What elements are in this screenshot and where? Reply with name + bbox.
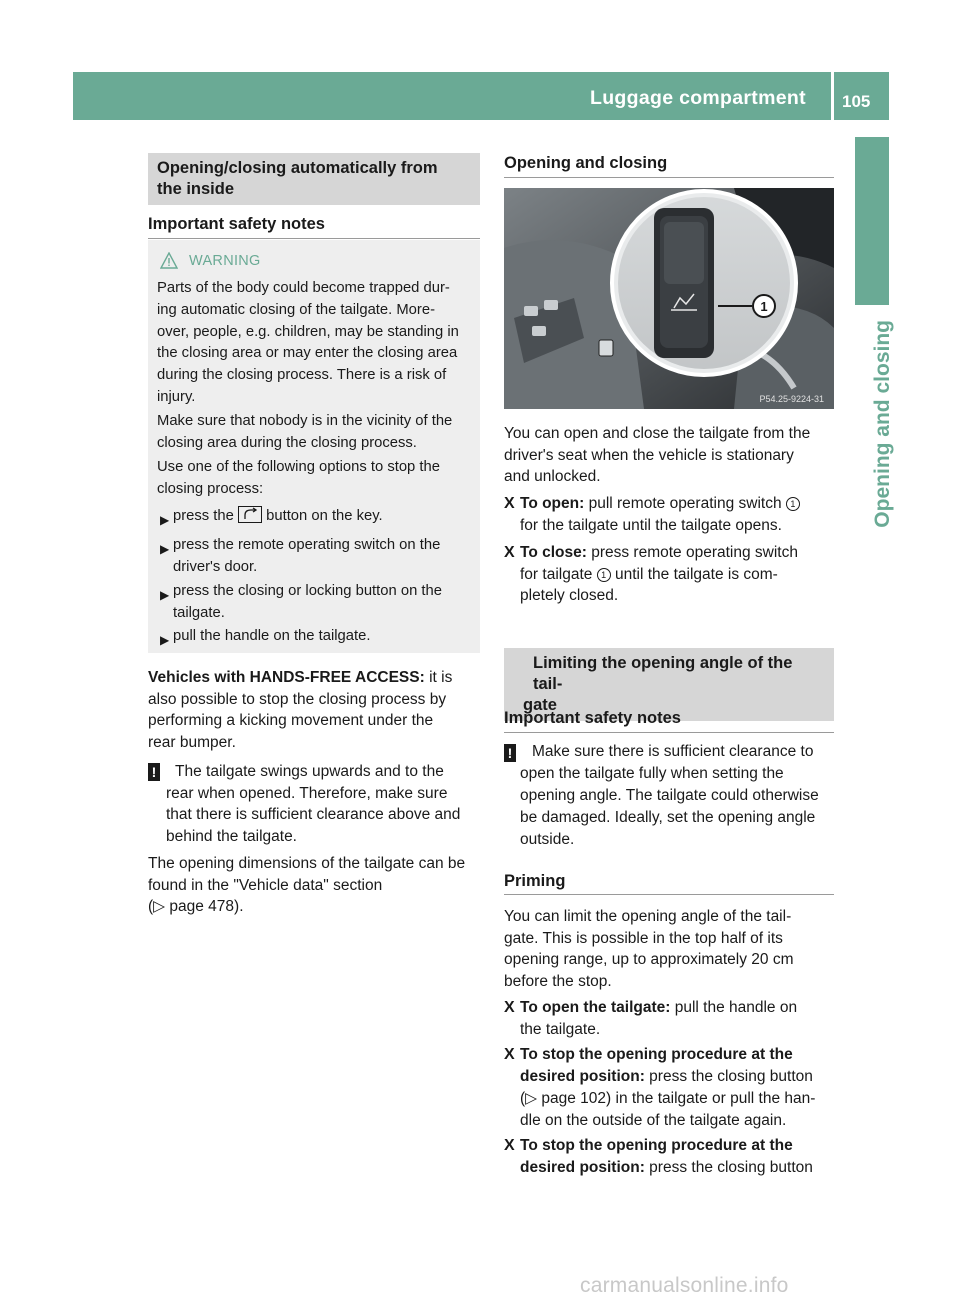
notice-paragraph	[520, 741, 819, 851]
paragraph-line: found in the "Vehicle data" section	[148, 876, 383, 894]
page-reference-link[interactable]: (▷ page 478).	[148, 898, 244, 915]
door-panel-drawing	[504, 188, 834, 409]
warning-line: ing automatic closing of the tailgate. More-	[157, 301, 435, 318]
paragraph-line: driver's seat when the vehicle is stationary	[504, 446, 794, 464]
heading-opening-and-closing: Opening and closing	[504, 154, 668, 172]
section-heading-opening-closing-automatically	[148, 153, 480, 205]
warning-line: Use one of the following options to stop the	[157, 459, 440, 475]
paragraph-line: The tailgate swings upwards and to the	[175, 763, 444, 780]
callout-1-icon: 1	[597, 568, 611, 582]
paragraph-text: it is	[424, 669, 453, 686]
step-open	[520, 493, 800, 536]
bullet-marker: ▶	[160, 633, 170, 647]
step-text: the tailgate.	[520, 1020, 601, 1038]
page-header-title: Luggage compartment	[590, 87, 806, 109]
paragraph-line: also possible to stop the closing process by	[148, 690, 447, 708]
bullet-text: pull the handle on the tailgate.	[173, 628, 371, 644]
bullet-text: tailgate.	[173, 604, 225, 621]
bullet-marker: ▶	[160, 542, 170, 556]
step-stop-opening	[520, 1135, 813, 1179]
paragraph-line: behind the tailgate.	[166, 827, 297, 845]
warning-line: closing process:	[157, 480, 264, 497]
paragraph-line: The opening dimensions of the tailgate can be	[148, 855, 466, 872]
warning-line: Make sure that nobody is in the vicinity of the	[157, 413, 453, 429]
step-bold-lead: To open the tailgate:	[520, 999, 671, 1016]
warning-bullet	[173, 626, 370, 647]
paragraph-line: and unlocked.	[504, 468, 601, 485]
step-bold-lead: desired position:	[520, 1068, 645, 1085]
step-bold-lead: To close:	[520, 544, 587, 561]
paragraph-line: before the stop.	[504, 972, 612, 990]
page-number: 105	[842, 92, 871, 111]
section-heading-line: gate	[523, 696, 557, 714]
warning-text	[157, 278, 459, 409]
notice-exclamation-icon: !	[504, 744, 516, 762]
paragraph-line: be damaged. Ideally, set the opening angle	[520, 809, 816, 826]
tailgate-key-button-icon	[238, 506, 262, 523]
paragraph-line: rear when opened. Therefore, make sure	[166, 784, 448, 802]
step-marker: X	[504, 999, 515, 1016]
step-bold-lead: To stop the opening procedure at the	[520, 1046, 793, 1063]
subheading-priming: Priming	[504, 872, 566, 890]
remote-switch-illustration	[504, 188, 834, 409]
bullet-marker: ▶	[160, 513, 170, 527]
subheading-important-safety-notes: Important safety notes	[504, 709, 681, 727]
notice-paragraph	[166, 761, 460, 847]
paragraph-line: opening angle. The tailgate could otherwise	[520, 787, 819, 804]
heading-rule	[504, 177, 834, 178]
step-text: for tailgate	[520, 565, 597, 583]
subheading-rule	[504, 894, 834, 895]
step-text[interactable]: (▷ page 102) in the tailgate or pull the han-	[520, 1090, 816, 1107]
image-code: P54.25-9224-31	[759, 394, 824, 404]
warning-line: injury.	[157, 388, 196, 405]
step-text: press remote operating switch	[586, 544, 798, 561]
subheading-rule	[148, 238, 480, 239]
paragraph-line: open the tailgate fully when setting the	[520, 765, 784, 782]
priming-paragraph	[504, 906, 794, 992]
step-text: dle on the outside of the tailgate again.	[520, 1112, 787, 1129]
paragraph-line: You can limit the opening angle of the tail-	[504, 908, 792, 925]
warning-line: Parts of the body could become trapped dur-	[157, 280, 450, 296]
side-tab-marker	[855, 137, 889, 305]
bullet-text: press the	[173, 508, 234, 524]
step-marker: X	[504, 1137, 515, 1154]
paragraph-line: that there is sufficient clearance above and	[166, 806, 461, 823]
bullet-text: press the closing or locking button on the	[173, 583, 442, 599]
warning-bullet	[173, 581, 442, 625]
warning-text	[157, 457, 440, 501]
paragraph-line: rear bumper.	[148, 733, 236, 751]
warning-bullet	[173, 535, 440, 579]
subheading-rule	[504, 732, 834, 733]
paragraph-line: Make sure there is sufficient clearance to	[532, 743, 814, 760]
warning-text	[157, 411, 452, 455]
step-marker: X	[504, 495, 515, 512]
step-marker: X	[504, 1046, 515, 1063]
callout-number: 1	[760, 299, 768, 314]
warning-line: the closing area or may enter the closing area	[157, 345, 458, 362]
warning-title: WARNING	[189, 253, 261, 269]
section-heading-line: the inside	[157, 180, 235, 198]
section-heading-line: Opening/closing automatically from	[157, 159, 438, 177]
step-bold-lead: To open:	[520, 495, 585, 512]
step-stop-opening	[520, 1044, 815, 1132]
paragraph-line: outside.	[520, 831, 575, 848]
warning-bullet	[173, 506, 383, 527]
handsfree-bold-lead: Vehicles with HANDS-FREE ACCESS:	[148, 669, 425, 686]
warning-line: closing area during the closing process.	[157, 434, 417, 451]
intro-paragraph	[504, 423, 810, 488]
paragraph-line: You can open and close the tailgate from the	[504, 425, 811, 442]
step-text: pull remote operating switch	[584, 495, 786, 512]
section-heading-line: Limiting the opening angle of the tail-	[533, 654, 793, 693]
handsfree-paragraph	[148, 667, 452, 753]
warning-line: over, people, e.g. children, may be standing in	[157, 323, 459, 340]
bullet-text: button on the key.	[266, 508, 383, 524]
bullet-marker: ▶	[160, 588, 170, 602]
notice-exclamation-icon: !	[148, 763, 160, 781]
step-marker: X	[504, 544, 515, 561]
bullet-text: press the remote operating switch on the	[173, 537, 441, 553]
bullet-text: driver's door.	[173, 558, 258, 575]
callout-1-icon: 1	[786, 497, 800, 511]
paragraph-line: performing a kicking movement under the	[148, 712, 434, 729]
step-text: until the tailgate is com-	[610, 565, 778, 583]
dimensions-paragraph	[148, 853, 465, 918]
warning-triangle-icon	[160, 252, 178, 269]
subheading-important-safety-notes: Important safety notes	[148, 215, 325, 233]
header-divider	[831, 72, 834, 120]
step-text: pull the handle on	[670, 999, 798, 1016]
warning-line: during the closing process. There is a risk of	[157, 367, 447, 384]
step-text: press the closing button	[644, 1159, 813, 1176]
watermark: carmanualsonline.info	[580, 1274, 789, 1297]
step-text: for the tailgate until the tailgate opens.	[520, 516, 782, 534]
step-open-tailgate	[520, 997, 797, 1040]
step-bold-lead: To stop the opening procedure at the	[520, 1137, 793, 1154]
step-bold-lead: desired position:	[520, 1159, 645, 1176]
step-close	[520, 542, 798, 607]
paragraph-line: opening range, up to approximately 20 cm	[504, 951, 794, 968]
step-text: press the closing button	[644, 1068, 813, 1085]
side-tab-label: Opening and closing	[871, 320, 894, 528]
step-text: pletely closed.	[520, 587, 619, 604]
paragraph-line: gate. This is possible in the top half of its	[504, 929, 783, 947]
